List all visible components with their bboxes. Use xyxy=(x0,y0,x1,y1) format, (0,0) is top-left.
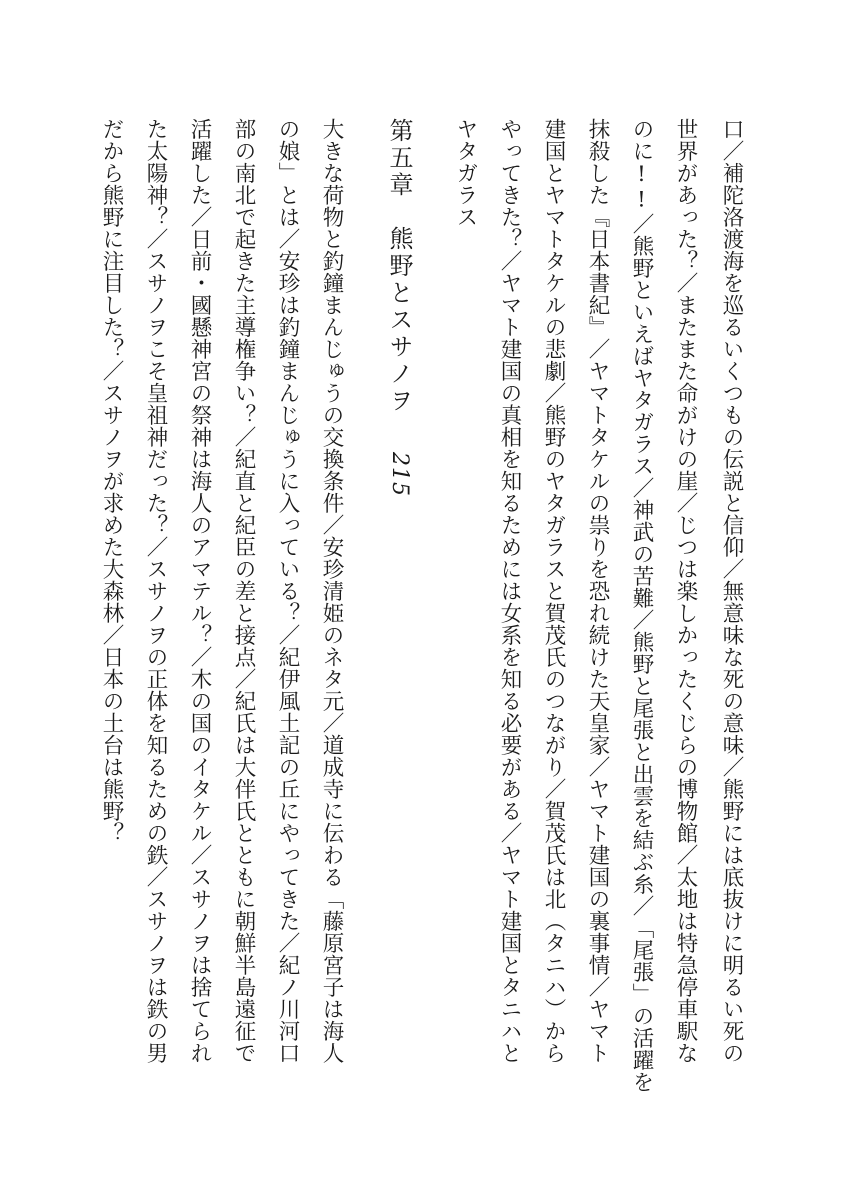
toc-line: 大きな荷物と釣鐘まんじゅうの交換条件／安珍清姫のネタ元／道成寺に伝わる「藤原宮子は海人 xyxy=(319,118,344,1064)
toc-line: だから熊野に注目した？／スサノヲが求めた大森林／日本の土台は熊野？ xyxy=(99,118,124,844)
toc-line: ヤタガラス xyxy=(453,118,478,228)
chapter-page-number: 215 xyxy=(387,452,412,497)
toc-line: 口／補陀洛渡海を巡るいくつもの伝説と信仰／無意味な死の意味／熊野には底抜けに明るい死の xyxy=(719,118,744,1064)
toc-line: 部の南北で起きた主導権争い？／紀直と紀臣の差と接点／紀氏は大伴氏とともに朝鮮半島遠征で xyxy=(231,118,256,1064)
toc-line: た太陽神？／スサノヲこそ皇祖神だった？／スサノヲの正体を知るための鉄／スサノヲは鉄の男 xyxy=(143,118,168,1064)
toc-line: 抹殺した『日本書紀』／ヤマトタケルの祟りを恐れ続けた天皇家／ヤマト建国の裏事情／ヤマト xyxy=(585,118,610,1064)
toc-line: やってきた？／ヤマト建国の真相を知るためには女系を知る必要がある／ヤマト建国とタニハと xyxy=(497,118,522,1064)
toc-line: のに!!／熊野といえばヤタガラス／神武の苦難／熊野と尾張と出雲を結ぶ糸／「尾張」の活躍を xyxy=(629,118,654,1093)
chapter-title: 第五章 熊野とスサノヲ xyxy=(385,118,413,415)
toc-line: 建国とヤマトタケルの悲劇／熊野のヤタガラスと賀茂氏のつながり／賀茂氏は北（タニハ）から xyxy=(541,118,566,1064)
toc-line: の娘」とは／安珍は釣鐘まんじゅうに入っている？／紀伊風土記の丘にやってきた／紀ノ川河口 xyxy=(275,118,300,1064)
toc-line: 活躍した／日前・國懸神宮の祭神は海人のアマテル？／木の国のイタケル／スサノヲは捨てられ xyxy=(187,118,212,1064)
toc-line: 世界があった？／またまた命がけの崖／じつは楽しかったくじらの博物館／太地は特急停車駅な xyxy=(673,118,698,1064)
